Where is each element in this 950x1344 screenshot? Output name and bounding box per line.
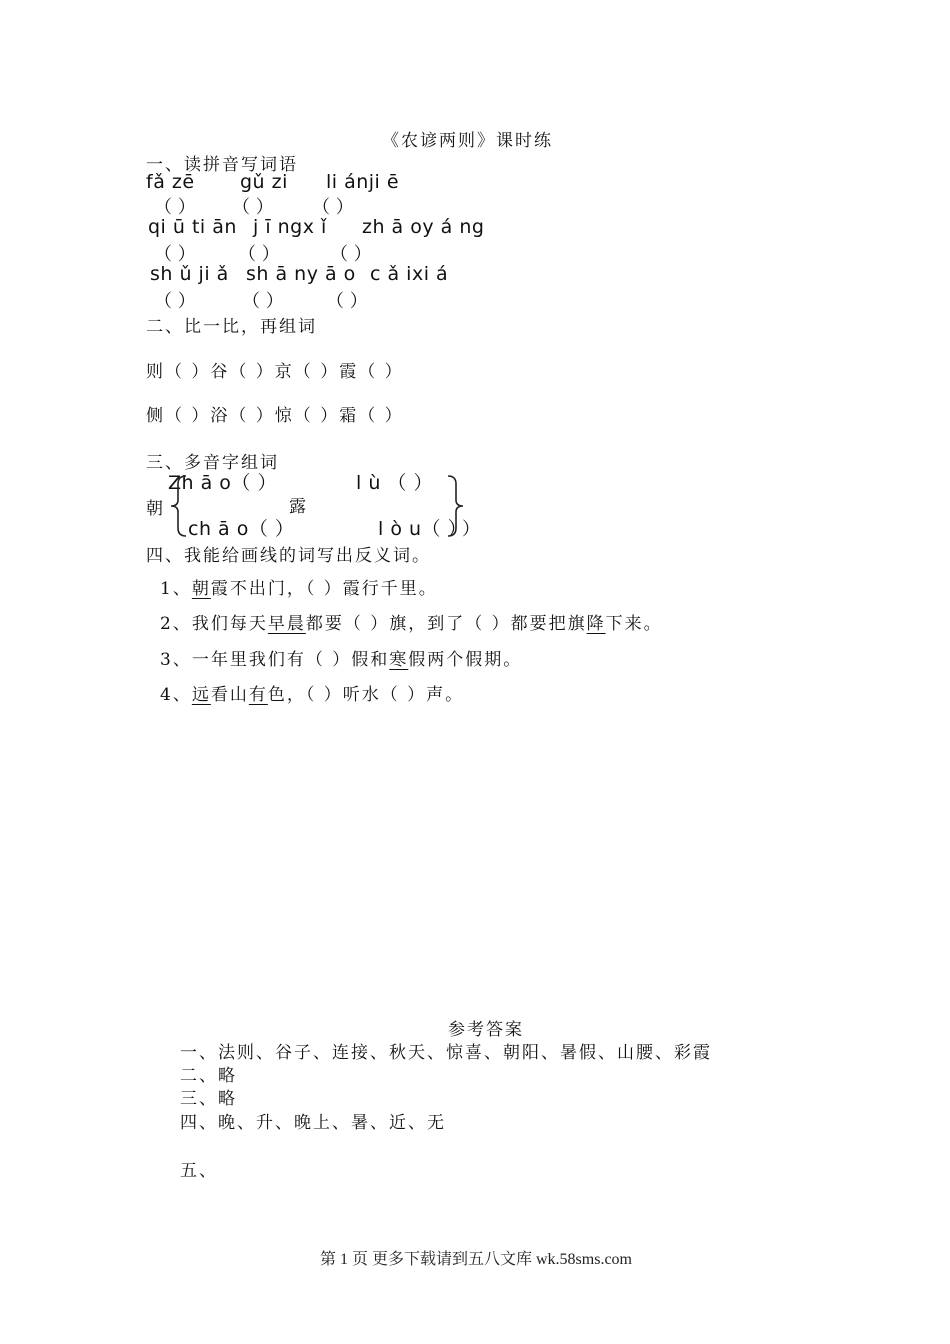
- section3-heading: 三、多音字组词: [146, 453, 279, 473]
- pinyin-1-3: li ánji ē: [326, 171, 400, 193]
- blank-3-1: （ ）: [154, 291, 196, 312]
- blank-1-3: （ ）: [312, 197, 354, 218]
- pinyin-2-3: zh ā oy á ng: [362, 216, 485, 238]
- reading-zhao: Zh ā o（ ）: [168, 472, 277, 494]
- antonym-item-2: [160, 609, 663, 634]
- blank-2-2: （ ）: [238, 244, 280, 265]
- section4-heading: 四、我能给画线的词写出反义词。: [146, 546, 431, 566]
- pinyin-3-1: sh ǔ ji ǎ: [150, 263, 229, 285]
- item-number: 3、: [160, 650, 192, 670]
- blank-1-1: （ ）: [154, 197, 196, 218]
- item-text: 看山: [210, 685, 249, 705]
- item-number: 4、: [160, 685, 192, 705]
- pinyin-1-2: gǔ zi: [240, 171, 288, 193]
- compare-row-2: 侧（ ）浴（ ）惊（ ）霜（ ）: [146, 406, 404, 426]
- reading-lou: l ò u（ ）: [378, 518, 468, 540]
- blank-3-3: （ ）: [326, 291, 368, 312]
- underlined-word: 有: [248, 685, 268, 705]
- pinyin-2-1: qi ū ti ān: [148, 216, 237, 238]
- polyphone-char-2: 露: [289, 497, 308, 517]
- blank-3-2: （ ）: [242, 291, 284, 312]
- underlined-word: 早晨: [267, 614, 306, 634]
- closing-paren: ）: [462, 519, 480, 540]
- page-title: 《农谚两则》课时练: [382, 131, 553, 151]
- blank-2-3: （ ）: [330, 244, 372, 265]
- antonym-item-4: [160, 680, 464, 705]
- antonym-item-1: [160, 574, 438, 599]
- blank-1-2: （ ）: [232, 197, 274, 218]
- item-text: 我们每天: [191, 614, 268, 634]
- underlined-word: 降: [586, 614, 606, 634]
- section2-heading: 二、比一比，再组词: [146, 317, 317, 337]
- page-footer: 第 1 页 更多下载请到五八文库 wk.58sms.com: [320, 1251, 633, 1268]
- item-text: 都要（ ）旗，到了（ ）都要把旗: [305, 614, 587, 634]
- pinyin-3-2: sh ā ny ā o: [246, 263, 356, 285]
- answer-line-4: 四、晚、升、晚上、暑、近、无: [180, 1113, 446, 1133]
- underlined-word: 寒: [389, 650, 409, 670]
- underlined-word: 远: [191, 685, 211, 705]
- section1-heading: 一、读拼音写词语: [146, 155, 298, 175]
- item-text: 假两个假期。: [408, 650, 523, 670]
- blank-2-1: （ ）: [154, 244, 196, 265]
- item-text: 下来。: [605, 614, 663, 634]
- answer-line-2: 二、略: [180, 1066, 237, 1086]
- item-text: 霞不出门，（ ）霞行千里。: [210, 579, 438, 599]
- item-number: 1、: [160, 579, 192, 599]
- answers-heading: 参考答案: [448, 1020, 524, 1040]
- item-text: 色，（ ）听水（ ）声。: [267, 685, 465, 705]
- underlined-word: 朝: [191, 579, 211, 599]
- answer-line-3: 三、略: [180, 1089, 237, 1109]
- pinyin-3-3: c ǎ ixi á: [370, 263, 449, 285]
- answer-line-1: 一、法则、谷子、连接、秋天、惊喜、朝阳、暑假、山腰、彩霞: [180, 1043, 712, 1063]
- item-number: 2、: [160, 614, 192, 634]
- pinyin-1-1: fǎ zē: [146, 171, 195, 193]
- reading-lu: l ù （ ）: [356, 472, 433, 494]
- polyphone-char-1: 朝: [146, 499, 165, 519]
- antonym-item-3: [160, 645, 522, 670]
- compare-row-1: 则（ ）谷（ ）京（ ）霞（ ）: [146, 362, 404, 382]
- pinyin-2-2: j ī ngx ǐ: [253, 216, 327, 238]
- left-brace-icon: [168, 474, 190, 538]
- item-text: 一年里我们有（ ）假和: [191, 650, 390, 670]
- answer-line-5: 五、: [180, 1161, 218, 1181]
- reading-chao: ch ā o（ ）: [188, 518, 295, 540]
